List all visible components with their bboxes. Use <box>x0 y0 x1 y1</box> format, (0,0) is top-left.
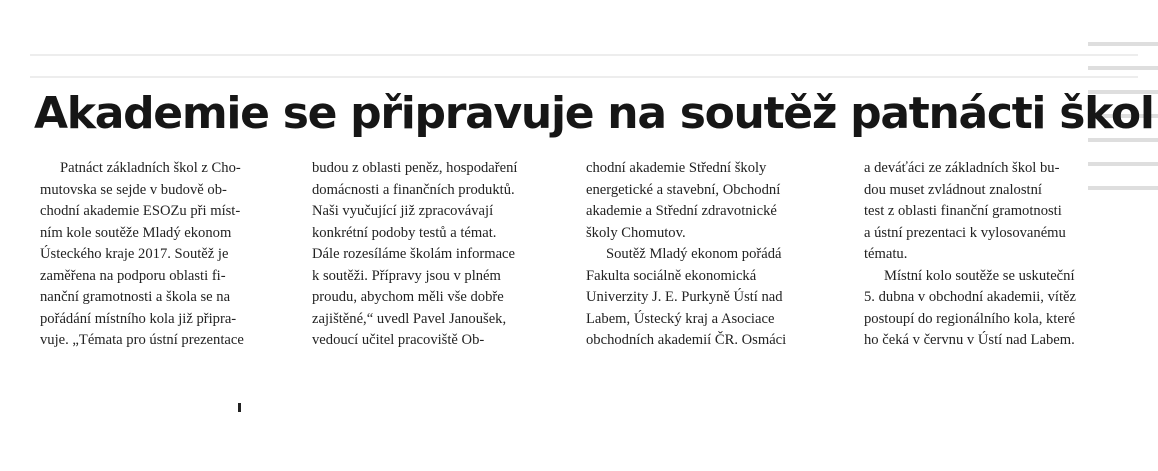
article-line: mutovska se sejde v budově ob- <box>40 181 227 198</box>
article-line: a deváťáci ze základních škol bu- <box>864 160 1060 176</box>
article-column-4 <box>864 158 1114 352</box>
article-column-3 <box>586 158 836 352</box>
article-line: 5. dubna v obchodní akademii, vítěz <box>864 289 1076 305</box>
article-line: test z oblasti finanční gramotnosti <box>864 203 1062 219</box>
article-line: dou muset zvládnout znalostní <box>864 181 1042 198</box>
article-column-2 <box>312 158 562 352</box>
article-line: obchodních akademií ČR. Osmáci <box>586 332 787 348</box>
article-line: konkrétní podoby testů a témat. <box>312 224 497 241</box>
article-line: chodní akademie Střední školy <box>586 160 767 176</box>
article-line: Naši vyučující již zpracovávají <box>312 203 494 219</box>
article-line: budou z oblasti peněz, hospodaření <box>312 160 518 176</box>
article-line: postoupí do regionálního kola, které <box>864 310 1076 327</box>
article-line: proudu, abychom měli vše dobře <box>312 289 504 305</box>
article-line: k soutěži. Přípravy jsou v plném <box>312 267 501 284</box>
article-line: domácnosti a finančních produktů. <box>312 181 515 198</box>
article-line: nanční gramotnosti a škola se na <box>40 289 231 305</box>
article-line: Fakulta sociálně ekonomická <box>586 267 757 284</box>
article-line: Ústeckého kraje 2017. Soutěž je <box>40 246 229 262</box>
article-line: Univerzity J. E. Purkyně Ústí nad <box>586 289 783 305</box>
article-line: zaměřena na podporu oblasti fi- <box>40 267 226 284</box>
article-line: akademie a Střední zdravotnické <box>586 203 777 219</box>
article-headline: Akademie se připravuje na soutěž patnácti škol <box>34 88 1154 139</box>
article-line: chodní akademie ESOZu při míst- <box>40 203 241 219</box>
article-line: Patnáct základních škol z Cho- <box>60 160 241 176</box>
article-line: Dále rozesíláme školám informace <box>312 246 516 262</box>
article-line: školy Chomutov. <box>586 224 686 241</box>
article-body <box>40 158 1120 368</box>
article-line: a ústní prezentaci k vylosovanému <box>864 224 1066 241</box>
article-line: Soutěž Mladý ekonom pořádá <box>606 246 782 262</box>
article-line: ním kole soutěže Mladý ekonom <box>40 224 232 241</box>
article-line: Labem, Ústecký kraj a Asociace <box>586 310 775 327</box>
bleed-through-text <box>30 40 1138 90</box>
article-line: vuje. „Témata pro ústní prezentace <box>40 332 244 348</box>
article-line: ho čeká v červnu v Ústí nad Labem. <box>864 332 1075 348</box>
article-line: Místní kolo soutěže se uskuteční <box>884 267 1075 284</box>
article-column-1 <box>40 158 290 352</box>
article-line: pořádání místního kola již připra- <box>40 310 237 327</box>
article-line: vedoucí učitel pracoviště Ob- <box>312 332 485 348</box>
article-line: energetické a stavební, Obchodní <box>586 181 781 198</box>
article-line: tématu. <box>864 246 908 262</box>
article-line: zajištěné,“ uvedl Pavel Janoušek, <box>312 310 507 327</box>
print-mark <box>238 403 241 412</box>
